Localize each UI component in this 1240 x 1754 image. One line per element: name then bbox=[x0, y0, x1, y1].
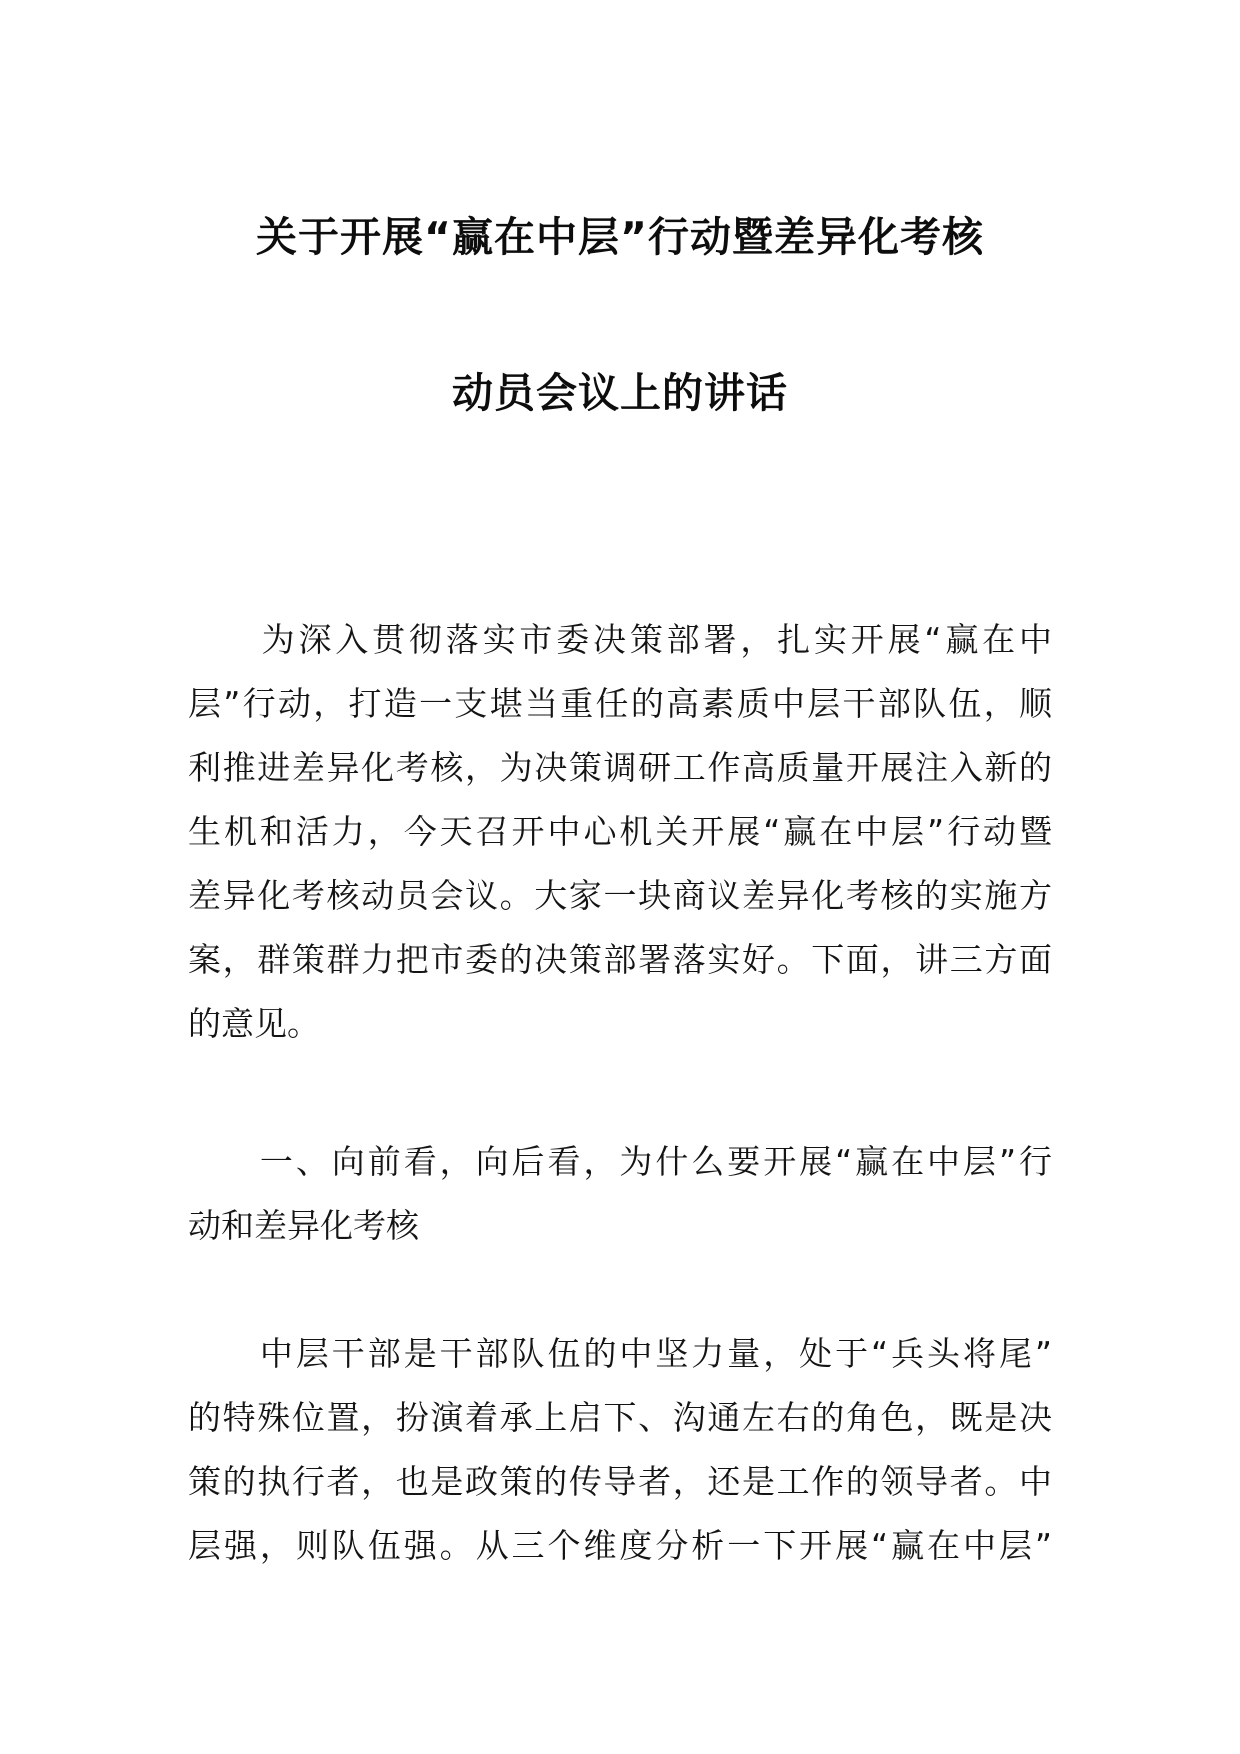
paragraph-line: 的意见。 bbox=[188, 1004, 320, 1043]
paragraph-middle-cadres bbox=[188, 1322, 1052, 1578]
paragraph-line: 的特殊位置，扮演着承上启下、沟通左右的角色，既是决 bbox=[188, 1398, 1052, 1437]
paragraph-line: 差异化考核动员会议。大家一块商议差异化考核的实施方 bbox=[188, 876, 1052, 915]
document-title-line-2: 动员会议上的讲话 bbox=[452, 369, 788, 417]
paragraph-intro bbox=[188, 608, 1052, 1056]
paragraph-line: 层”行动，打造一支堪当重任的高素质中层干部队伍，顺 bbox=[188, 684, 1052, 723]
document-title-line-1: 关于开展“赢在中层”行动暨差异化考核 bbox=[256, 213, 984, 261]
paragraph-line: 生机和活力，今天召开中心机关开展“赢在中层”行动暨 bbox=[188, 812, 1052, 851]
paragraph-line: 策的执行者，也是政策的传导者，还是工作的领导者。中 bbox=[188, 1462, 1052, 1501]
paragraph-line: 一、向前看，向后看，为什么要开展“赢在中层”行 bbox=[188, 1142, 1052, 1181]
paragraph-line: 案，群策群力把市委的决策部署落实好。下面，讲三方面 bbox=[188, 940, 1052, 979]
paragraph-line: 利推进差异化考核，为决策调研工作高质量开展注入新的 bbox=[188, 748, 1052, 787]
paragraph-line: 中层干部是干部队伍的中坚力量，处于“兵头将尾” bbox=[188, 1334, 1052, 1373]
paragraph-line: 为深入贯彻落实市委决策部署，扎实开展“赢在中 bbox=[188, 620, 1052, 659]
paragraph-line: 动和差异化考核 bbox=[188, 1206, 419, 1245]
paragraph-line: 层强，则队伍强。从三个维度分析一下开展“赢在中层” bbox=[188, 1526, 1052, 1565]
section-heading-1 bbox=[188, 1130, 1052, 1258]
